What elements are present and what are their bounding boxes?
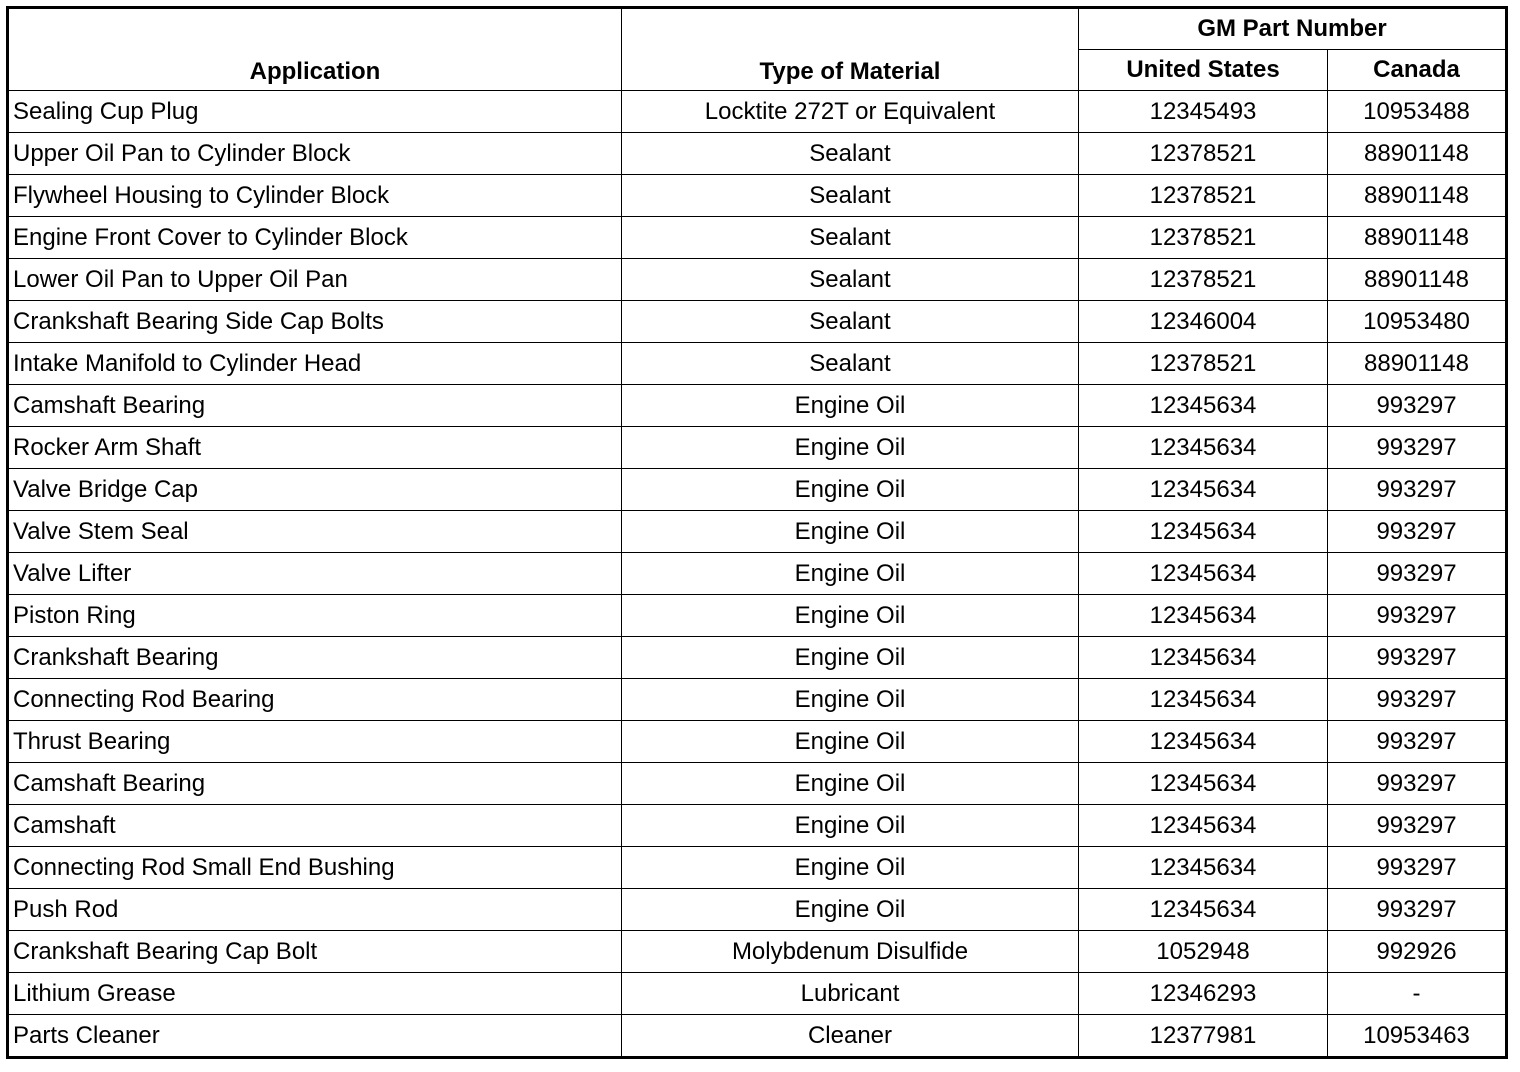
cell-canada-part-number: 993297 [1328,511,1507,553]
cell-material: Sealant [622,217,1079,259]
table-row [8,259,1507,301]
cell-material: Lubricant [622,973,1079,1015]
cell-canada-part-number: 10953488 [1328,91,1507,133]
cell-material: Sealant [622,175,1079,217]
cell-material: Engine Oil [622,595,1079,637]
cell-application: Connecting Rod Bearing [8,679,622,721]
table-row [8,217,1507,259]
cell-us-part-number: 12378521 [1079,343,1328,385]
cell-material: Engine Oil [622,847,1079,889]
cell-us-part-number: 1052948 [1079,931,1328,973]
cell-material: Engine Oil [622,469,1079,511]
cell-canada-part-number: 88901148 [1328,259,1507,301]
header-gm-part-number: GM Part Number [1079,8,1507,50]
cell-us-part-number: 12378521 [1079,133,1328,175]
cell-canada-part-number: 993297 [1328,427,1507,469]
cell-application: Upper Oil Pan to Cylinder Block [8,133,622,175]
header-row-top [8,8,1507,50]
cell-canada-part-number: 992926 [1328,931,1507,973]
cell-us-part-number: 12378521 [1079,217,1328,259]
table-row [8,301,1507,343]
table-row [8,175,1507,217]
cell-application: Crankshaft Bearing [8,637,622,679]
cell-us-part-number: 12345634 [1079,595,1328,637]
table-row [8,133,1507,175]
cell-material: Sealant [622,343,1079,385]
cell-application: Valve Stem Seal [8,511,622,553]
cell-canada-part-number: 993297 [1328,721,1507,763]
cell-canada-part-number: 993297 [1328,637,1507,679]
table-row [8,469,1507,511]
cell-us-part-number: 12345634 [1079,763,1328,805]
header-application: Application [8,8,622,91]
parts-table-sheet [6,6,1508,1059]
cell-material: Locktite 272T or Equivalent [622,91,1079,133]
cell-material: Engine Oil [622,553,1079,595]
table-row [8,973,1507,1015]
table-row [8,763,1507,805]
cell-us-part-number: 12346004 [1079,301,1328,343]
cell-material: Sealant [622,301,1079,343]
table-row [8,511,1507,553]
cell-us-part-number: 12377981 [1079,1015,1328,1058]
cell-canada-part-number: 993297 [1328,595,1507,637]
cell-material: Engine Oil [622,679,1079,721]
cell-application: Crankshaft Bearing Side Cap Bolts [8,301,622,343]
table-header [8,8,1507,91]
cell-us-part-number: 12378521 [1079,259,1328,301]
cell-application: Flywheel Housing to Cylinder Block [8,175,622,217]
cell-application: Lithium Grease [8,973,622,1015]
cell-us-part-number: 12345493 [1079,91,1328,133]
cell-application: Camshaft Bearing [8,385,622,427]
table-row [8,427,1507,469]
cell-application: Camshaft [8,805,622,847]
cell-material: Sealant [622,133,1079,175]
cell-us-part-number: 12345634 [1079,427,1328,469]
cell-application: Valve Lifter [8,553,622,595]
cell-us-part-number: 12345634 [1079,637,1328,679]
cell-application: Lower Oil Pan to Upper Oil Pan [8,259,622,301]
cell-material: Engine Oil [622,805,1079,847]
cell-material: Sealant [622,259,1079,301]
cell-canada-part-number: 993297 [1328,763,1507,805]
cell-canada-part-number: 88901148 [1328,343,1507,385]
parts-table [6,6,1508,1059]
cell-us-part-number: 12345634 [1079,469,1328,511]
cell-canada-part-number: 993297 [1328,889,1507,931]
cell-application: Sealing Cup Plug [8,91,622,133]
cell-us-part-number: 12345634 [1079,721,1328,763]
cell-canada-part-number: 993297 [1328,553,1507,595]
cell-material: Molybdenum Disulfide [622,931,1079,973]
cell-us-part-number: 12345634 [1079,805,1328,847]
cell-material: Cleaner [622,1015,1079,1058]
cell-application: Thrust Bearing [8,721,622,763]
table-row [8,721,1507,763]
table-row [8,637,1507,679]
table-row [8,595,1507,637]
cell-us-part-number: 12345634 [1079,553,1328,595]
cell-canada-part-number: 10953480 [1328,301,1507,343]
cell-application: Rocker Arm Shaft [8,427,622,469]
cell-canada-part-number: - [1328,973,1507,1015]
cell-canada-part-number: 88901148 [1328,175,1507,217]
cell-canada-part-number: 88901148 [1328,133,1507,175]
cell-material: Engine Oil [622,385,1079,427]
cell-us-part-number: 12345634 [1079,511,1328,553]
table-row [8,91,1507,133]
cell-us-part-number: 12345634 [1079,889,1328,931]
cell-us-part-number: 12345634 [1079,679,1328,721]
cell-us-part-number: 12378521 [1079,175,1328,217]
header-united-states: United States [1079,50,1328,91]
cell-material: Engine Oil [622,637,1079,679]
cell-application: Connecting Rod Small End Bushing [8,847,622,889]
cell-canada-part-number: 88901148 [1328,217,1507,259]
cell-material: Engine Oil [622,889,1079,931]
cell-application: Crankshaft Bearing Cap Bolt [8,931,622,973]
cell-canada-part-number: 993297 [1328,805,1507,847]
header-type-of-material: Type of Material [622,8,1079,91]
cell-canada-part-number: 993297 [1328,469,1507,511]
table-row [8,385,1507,427]
cell-application: Push Rod [8,889,622,931]
cell-application: Parts Cleaner [8,1015,622,1058]
cell-application: Camshaft Bearing [8,763,622,805]
cell-material: Engine Oil [622,511,1079,553]
table-body [8,91,1507,1058]
table-row [8,343,1507,385]
cell-application: Valve Bridge Cap [8,469,622,511]
cell-canada-part-number: 993297 [1328,679,1507,721]
cell-canada-part-number: 993297 [1328,385,1507,427]
cell-canada-part-number: 993297 [1328,847,1507,889]
header-canada: Canada [1328,50,1507,91]
table-row [8,847,1507,889]
table-row [8,889,1507,931]
cell-us-part-number: 12345634 [1079,847,1328,889]
cell-material: Engine Oil [622,427,1079,469]
cell-material: Engine Oil [622,763,1079,805]
table-row [8,679,1507,721]
cell-canada-part-number: 10953463 [1328,1015,1507,1058]
cell-application: Intake Manifold to Cylinder Head [8,343,622,385]
cell-application: Piston Ring [8,595,622,637]
cell-us-part-number: 12346293 [1079,973,1328,1015]
table-row [8,931,1507,973]
cell-material: Engine Oil [622,721,1079,763]
cell-application: Engine Front Cover to Cylinder Block [8,217,622,259]
cell-us-part-number: 12345634 [1079,385,1328,427]
table-row [8,805,1507,847]
table-row [8,553,1507,595]
table-row [8,1015,1507,1058]
